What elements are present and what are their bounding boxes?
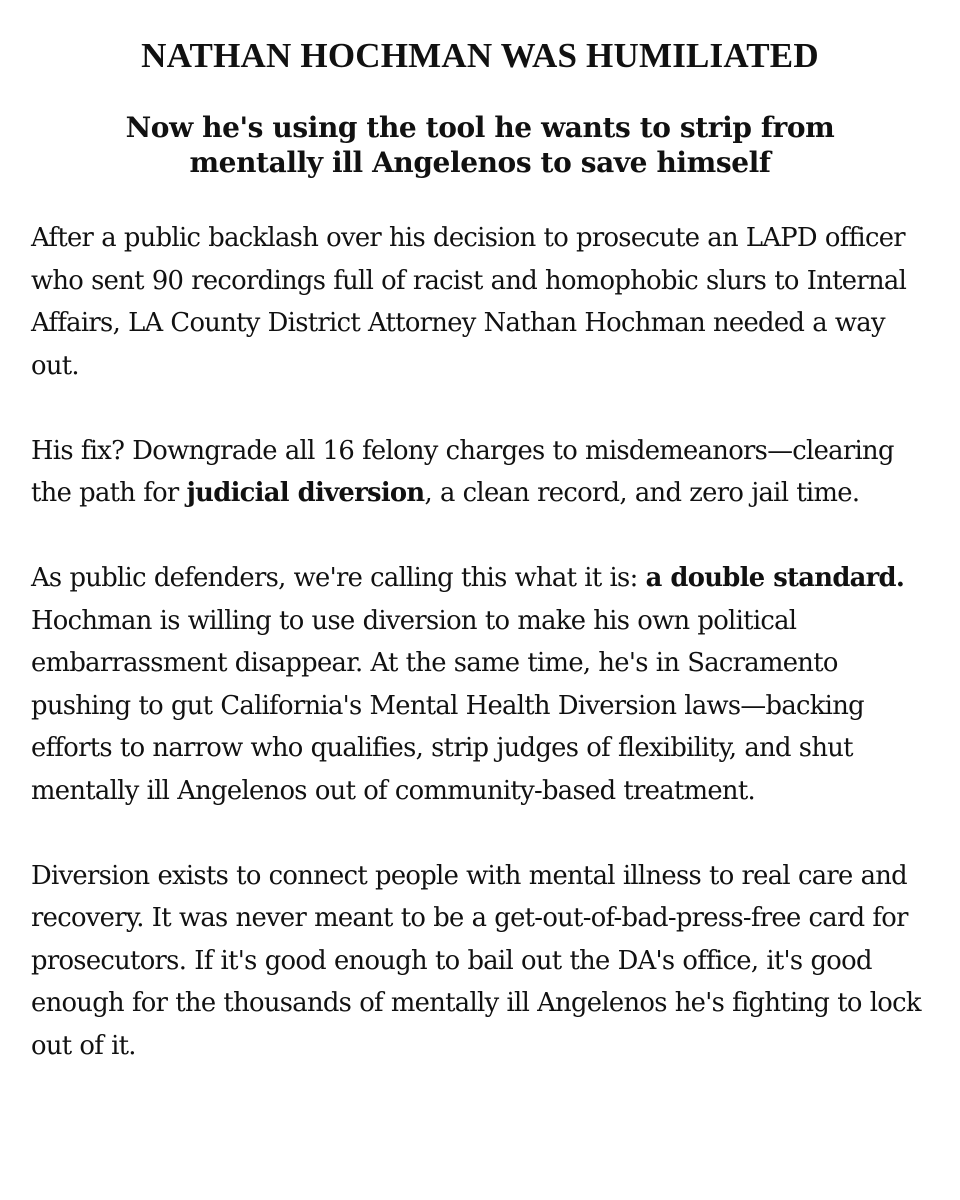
paragraph-fix-text-start: His fix? Downgrade all 16 felony charges to misdemeanors—clearing the path for [31,435,894,508]
subheadline: Now he's using the tool he wants to strip from mentally ill Angelenos to save himself [125,111,835,179]
paragraph-double-standard-text-end: Hochman is willing to use diversion to make his own political embarrassment disappear. At the same time, he's in Sacramento pushing to gut California's Mental Health Diversion laws—backing efforts to narrow who qualifies, strip judges of flexibility, and shut mentally ill Angelenos out of community-based treatment. [31,605,864,806]
paragraph-diversion-purpose-text: Diversion exists to connect people with mental illness to real care and recovery. It was never meant to be a get-out-of-bad-press-free card for prosecutors. If it's good enough to bail out the DA's office, it's good enough for the thousands of mentally ill Angelenos he's fighting to lock out of it. [31,860,921,1061]
judicial-diversion-emphasis: judicial diversion [186,478,425,508]
paragraph-backlash-text: After a public backlash over his decision to prosecute an LAPD officer who sent 90 recordings full of racist and homophobic slurs to Internal Affairs, LA County District Attorney Nathan Hochman needed a way out. [31,223,907,381]
double-standard-emphasis: a double standard. [645,563,905,593]
paragraph-fix [31,430,936,515]
paragraph-diversion-purpose [31,855,936,1068]
article-body [31,217,936,1110]
headline: NATHAN HOCHMAN WAS HUMILIATED [141,36,819,75]
paragraph-double-standard [31,557,936,812]
paragraph-double-standard-text-start: As public defenders, we're calling this what it is: [31,563,646,593]
paragraph-backlash [31,217,936,387]
paragraph-fix-text-end: , a clean record, and zero jail time. [424,478,860,508]
